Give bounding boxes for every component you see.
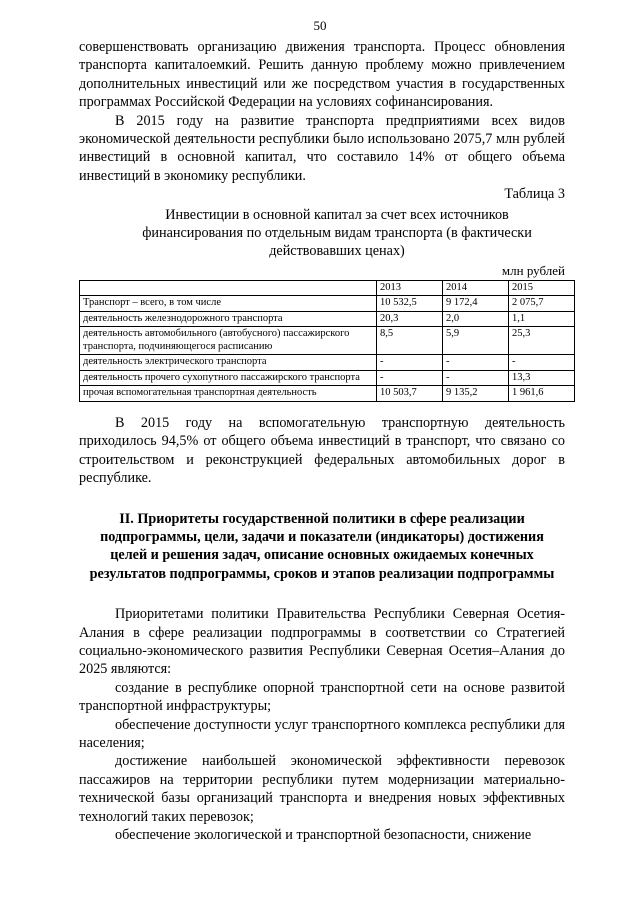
row-label: деятельность электрического транспорта [80, 355, 377, 371]
table-label: Таблица 3 [504, 186, 565, 203]
page-number: 50 [313, 18, 327, 33]
priority-item: обеспечение экологической и транспортной безопасности, снижение [115, 827, 532, 843]
investment-table [79, 280, 575, 402]
row-value: 20,3 [377, 311, 443, 327]
row-label: деятельность автомобильного (автобусного) пассажирского транспорта, подчиняющегося расписанию [80, 327, 377, 355]
header-cell: 2013 [377, 280, 443, 296]
row-value: 1 961,6 [509, 386, 575, 402]
priority-item: достижение наибольшей экономической эффективности перевозок пассажиров на территории республики путем модернизации материально-технической базы организаций транспорта и внедрения новых эффективных технологий таких перевозок; [79, 753, 565, 825]
table-row [80, 386, 575, 402]
table-row [80, 311, 575, 327]
row-label: прочая вспомогательная транспортная деятельность [80, 386, 377, 402]
row-value: 2 075,7 [509, 296, 575, 312]
priority-item: создание в республике опорной транспортной сети на основе развитой транспортной инфраструктуры; [79, 679, 565, 715]
row-value: 25,3 [509, 327, 575, 355]
row-value: 10 532,5 [377, 296, 443, 312]
row-value: 8,5 [377, 327, 443, 355]
table-row [80, 355, 575, 371]
row-label: деятельность прочего сухопутного пассажирского транспорта [80, 370, 377, 386]
header-cell [80, 280, 377, 296]
table-unit: млн рублей [501, 262, 565, 278]
row-label: деятельность железнодорожного транспорта [80, 311, 377, 327]
row-value: 5,9 [443, 327, 509, 355]
paragraph-2015-investment: В 2015 году на развитие транспорта предприятиями всех видов экономической деятельности республики было использовано 2075,7 млн рублей инвестиций в основной капитал, что составило 14% от общего объема инвестиций в экономику республики. [79, 112, 565, 184]
row-value: 10 503,7 [377, 386, 443, 402]
table-row [80, 327, 575, 355]
intro-paragraph: совершенствовать организацию движения транспорта. Процесс обновления транспорта капиталоемкий. Решить данную проблему можно привлечением дополнительных инвестиций или же посредством участия в государственных программах Российской Федерации на условиях софинансирования. [79, 39, 565, 111]
row-value: - [377, 370, 443, 386]
row-value: - [377, 355, 443, 371]
table-row [80, 370, 575, 386]
priority-item: обеспечение доступности услуг транспортного комплекса республики для населения; [79, 716, 565, 751]
row-value: 2,0 [443, 311, 509, 327]
section-heading: II. Приоритеты государственной политики в сфере реализации подпрограммы, цели, задачи и показатели (индикаторы) достижения целей и решения задач, описание основных ожидаемых конечных результатов подпрограммы, сроков и этапов реализации подпрограммы [89, 510, 555, 582]
row-value: 9 135,2 [443, 386, 509, 402]
document-body [79, 38, 565, 844]
header-cell: 2014 [443, 280, 509, 296]
table-row [80, 296, 575, 312]
row-value: 13,3 [509, 370, 575, 386]
table-header-row [80, 280, 575, 296]
row-value: 9 172,4 [443, 296, 509, 312]
row-value: - [443, 355, 509, 371]
row-value: - [443, 370, 509, 386]
priorities-intro: Приоритетами политики Правительства Республики Северная Осетия-Алания в сфере реализации подпрограммы в соответствии со Стратегией социально-экономического развития Республики Северная Осетия–Алания до 2025 являются: [79, 606, 565, 678]
row-value: 1,1 [509, 311, 575, 327]
table-title: Инвестиции в основной капитал за счет всех источников финансирования по отдельным видам транспорта (в фактически действовавших ценах) [142, 206, 532, 260]
priorities-section [79, 605, 565, 844]
row-label: Транспорт – всего, в том числе [80, 296, 377, 312]
header-cell: 2015 [509, 280, 575, 296]
paragraph-auxiliary-transport: В 2015 году на вспомогательную транспортную деятельность приходилось 94,5% от общего объема инвестиций в транспорт, что связано со строительством и реконструкцией федеральных автомобильных дорог в республике. [79, 414, 565, 487]
row-value: - [509, 355, 575, 371]
